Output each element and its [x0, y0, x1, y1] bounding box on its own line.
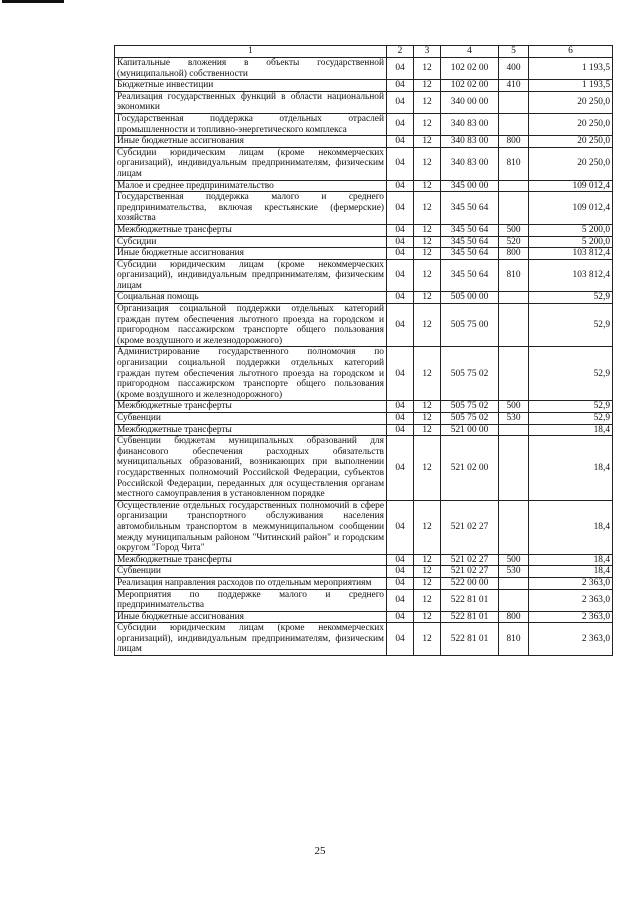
table-row [115, 413, 613, 425]
expense-type-cell [499, 304, 529, 347]
target-item-cell: 345 50 64 [441, 224, 499, 236]
column-number-header: 5 [499, 46, 529, 58]
amount-cell: 20 250,0 [529, 147, 613, 180]
expense-type-cell: 410 [499, 80, 529, 92]
table-row [115, 436, 613, 501]
table-row [115, 136, 613, 148]
item-name-cell: Субсидии юридическим лицам (кроме некоммерческих организаций), индивидуальным предпринимателям, физическим лицам [115, 259, 387, 292]
section-code-cell: 04 [387, 180, 414, 192]
table-row [115, 224, 613, 236]
subsection-code-cell: 12 [414, 259, 441, 292]
subsection-code-cell: 12 [414, 292, 441, 304]
expense-type-cell [499, 424, 529, 436]
target-item-cell: 521 02 27 [441, 566, 499, 578]
item-name-cell: Иные бюджетные ассигнования [115, 136, 387, 148]
item-name-cell: Государственная поддержка отдельных отраслей промышленности и топливно-энергетического комплекса [115, 113, 387, 135]
section-code-cell: 04 [387, 413, 414, 425]
subsection-code-cell: 12 [414, 136, 441, 148]
section-code-cell: 04 [387, 304, 414, 347]
expense-type-cell: 530 [499, 566, 529, 578]
table-row [115, 113, 613, 135]
amount-cell: 5 200,0 [529, 236, 613, 248]
subsection-code-cell: 12 [414, 192, 441, 225]
table-row [115, 589, 613, 611]
subsection-code-cell: 12 [414, 413, 441, 425]
table-row [115, 347, 613, 401]
target-item-cell: 505 75 02 [441, 347, 499, 401]
target-item-cell: 102 02 00 [441, 80, 499, 92]
expense-type-cell [499, 180, 529, 192]
section-code-cell: 04 [387, 623, 414, 656]
top-edge-mark [2, 0, 64, 3]
expense-type-cell [499, 91, 529, 113]
target-item-cell: 521 00 00 [441, 424, 499, 436]
table-row [115, 500, 613, 554]
target-item-cell: 345 00 00 [441, 180, 499, 192]
section-code-cell: 04 [387, 554, 414, 566]
expense-type-cell: 800 [499, 248, 529, 260]
item-name-cell: Капитальные вложения в объекты государственной (муниципальной) собственности [115, 58, 387, 80]
target-item-cell: 345 50 64 [441, 236, 499, 248]
section-code-cell: 04 [387, 80, 414, 92]
amount-cell: 1 193,5 [529, 58, 613, 80]
section-code-cell: 04 [387, 91, 414, 113]
section-code-cell: 04 [387, 347, 414, 401]
page-number: 25 [314, 845, 326, 857]
table-row [115, 292, 613, 304]
expense-type-cell [499, 500, 529, 554]
expense-type-cell: 520 [499, 236, 529, 248]
expense-type-cell: 500 [499, 554, 529, 566]
subsection-code-cell: 12 [414, 500, 441, 554]
table-row [115, 623, 613, 656]
section-code-cell: 04 [387, 136, 414, 148]
table-row [115, 304, 613, 347]
target-item-cell: 521 02 00 [441, 436, 499, 501]
section-code-cell: 04 [387, 58, 414, 80]
expense-type-cell: 810 [499, 147, 529, 180]
table-row [115, 147, 613, 180]
section-code-cell: 04 [387, 113, 414, 135]
table-row [115, 554, 613, 566]
section-code-cell: 04 [387, 566, 414, 578]
target-item-cell: 505 00 00 [441, 292, 499, 304]
table-header-row [115, 46, 613, 58]
subsection-code-cell: 12 [414, 436, 441, 501]
column-number-header: 1 [115, 46, 387, 58]
section-code-cell: 04 [387, 424, 414, 436]
section-code-cell: 04 [387, 292, 414, 304]
item-name-cell: Осуществление отдельных государственных полномочий в сфере организации транспортного обслуживания населения автомобильным транспортом в межмуниципальном сообщении между муниципальным районом "Читинский район" и городским округом "Город Чита" [115, 500, 387, 554]
expense-type-cell: 810 [499, 259, 529, 292]
target-item-cell: 522 00 00 [441, 577, 499, 589]
column-number-header: 6 [529, 46, 613, 58]
expense-type-cell: 800 [499, 136, 529, 148]
amount-cell: 20 250,0 [529, 136, 613, 148]
target-item-cell: 340 83 00 [441, 147, 499, 180]
section-code-cell: 04 [387, 401, 414, 413]
subsection-code-cell: 12 [414, 424, 441, 436]
subsection-code-cell: 12 [414, 401, 441, 413]
subsection-code-cell: 12 [414, 304, 441, 347]
column-number-header: 2 [387, 46, 414, 58]
expense-type-cell [499, 192, 529, 225]
amount-cell: 52,9 [529, 413, 613, 425]
table-row [115, 611, 613, 623]
item-name-cell: Межбюджетные трансферты [115, 401, 387, 413]
subsection-code-cell: 12 [414, 347, 441, 401]
target-item-cell: 522 81 01 [441, 623, 499, 656]
target-item-cell: 522 81 01 [441, 611, 499, 623]
item-name-cell: Администрирование государственного полномочия по организации социальной поддержки отдельных категорий граждан путем обеспечения льготного проезда на городском и пригородном пассажирском транспорте общего пользования (кроме воздушного и железнодорожного) [115, 347, 387, 401]
amount-cell: 2 363,0 [529, 623, 613, 656]
amount-cell: 5 200,0 [529, 224, 613, 236]
amount-cell: 52,9 [529, 292, 613, 304]
section-code-cell: 04 [387, 224, 414, 236]
amount-cell: 20 250,0 [529, 113, 613, 135]
table-row [115, 80, 613, 92]
section-code-cell: 04 [387, 500, 414, 554]
table-row [115, 566, 613, 578]
target-item-cell: 345 50 64 [441, 192, 499, 225]
item-name-cell: Государственная поддержка малого и среднего предпринимательства, включая крестьянские (фермерские) хозяйства [115, 192, 387, 225]
target-item-cell: 521 02 27 [441, 554, 499, 566]
amount-cell: 18,4 [529, 566, 613, 578]
subsection-code-cell: 12 [414, 113, 441, 135]
column-number-header: 4 [441, 46, 499, 58]
item-name-cell: Иные бюджетные ассигнования [115, 611, 387, 623]
target-item-cell: 340 00 00 [441, 91, 499, 113]
item-name-cell: Реализация направления расходов по отдельным мероприятиям [115, 577, 387, 589]
table-row [115, 91, 613, 113]
section-code-cell: 04 [387, 236, 414, 248]
budget-table [114, 45, 613, 656]
subsection-code-cell: 12 [414, 236, 441, 248]
item-name-cell: Субвенции [115, 566, 387, 578]
section-code-cell: 04 [387, 259, 414, 292]
target-item-cell: 340 83 00 [441, 113, 499, 135]
expense-type-cell [499, 589, 529, 611]
target-item-cell: 505 75 02 [441, 413, 499, 425]
item-name-cell: Субвенции бюджетам муниципальных образований для финансового обеспечения расходных обязательств муниципальных образований, возникающих при выполнении государственных полномочий Российской Федерации, субъектов Российской Федерации, переданных для осуществления органам местного самоуправления в установленном порядке [115, 436, 387, 501]
expense-type-cell: 500 [499, 401, 529, 413]
amount-cell: 1 193,5 [529, 80, 613, 92]
target-item-cell: 505 75 02 [441, 401, 499, 413]
item-name-cell: Реализация государственных функций в области национальной экономики [115, 91, 387, 113]
expense-type-cell: 500 [499, 224, 529, 236]
amount-cell: 52,9 [529, 347, 613, 401]
budget-table-body [115, 46, 613, 656]
amount-cell: 20 250,0 [529, 91, 613, 113]
expense-type-cell: 810 [499, 623, 529, 656]
subsection-code-cell: 12 [414, 577, 441, 589]
item-name-cell: Субсидии юридическим лицам (кроме некоммерческих организаций), индивидуальным предпринимателям, физическим лицам [115, 623, 387, 656]
item-name-cell: Социальная помощь [115, 292, 387, 304]
expense-type-cell [499, 577, 529, 589]
table-row [115, 192, 613, 225]
target-item-cell: 521 02 27 [441, 500, 499, 554]
amount-cell: 2 363,0 [529, 577, 613, 589]
section-code-cell: 04 [387, 248, 414, 260]
section-code-cell: 04 [387, 589, 414, 611]
table-row [115, 401, 613, 413]
expense-type-cell [499, 436, 529, 501]
amount-cell: 2 363,0 [529, 589, 613, 611]
subsection-code-cell: 12 [414, 147, 441, 180]
subsection-code-cell: 12 [414, 589, 441, 611]
amount-cell: 18,4 [529, 424, 613, 436]
subsection-code-cell: 12 [414, 611, 441, 623]
target-item-cell: 522 81 01 [441, 589, 499, 611]
target-item-cell: 340 83 00 [441, 136, 499, 148]
amount-cell: 103 812,4 [529, 259, 613, 292]
subsection-code-cell: 12 [414, 91, 441, 113]
item-name-cell: Межбюджетные трансферты [115, 554, 387, 566]
table-row [115, 259, 613, 292]
item-name-cell: Субсидии юридическим лицам (кроме некоммерческих организаций), индивидуальным предпринимателям, физическим лицам [115, 147, 387, 180]
expense-type-cell [499, 113, 529, 135]
subsection-code-cell: 12 [414, 623, 441, 656]
column-number-header: 3 [414, 46, 441, 58]
target-item-cell: 102 02 00 [441, 58, 499, 80]
amount-cell: 52,9 [529, 304, 613, 347]
item-name-cell: Межбюджетные трансферты [115, 224, 387, 236]
table-row [115, 236, 613, 248]
amount-cell: 18,4 [529, 554, 613, 566]
item-name-cell: Организация социальной поддержки отдельных категорий граждан путем обеспечения льготного проезда на городском и пригородном пассажирском транспорте общего пользования (кроме воздушного и железнодорожного) [115, 304, 387, 347]
table-row [115, 248, 613, 260]
section-code-cell: 04 [387, 611, 414, 623]
item-name-cell: Малое и среднее предпринимательство [115, 180, 387, 192]
item-name-cell: Иные бюджетные ассигнования [115, 248, 387, 260]
table-row [115, 577, 613, 589]
expense-type-cell: 800 [499, 611, 529, 623]
target-item-cell: 345 50 64 [441, 259, 499, 292]
subsection-code-cell: 12 [414, 180, 441, 192]
expense-type-cell: 400 [499, 58, 529, 80]
section-code-cell: 04 [387, 192, 414, 225]
subsection-code-cell: 12 [414, 248, 441, 260]
table-row [115, 58, 613, 80]
target-item-cell: 345 50 64 [441, 248, 499, 260]
item-name-cell: Мероприятия по поддержке малого и среднего предпринимательства [115, 589, 387, 611]
section-code-cell: 04 [387, 436, 414, 501]
amount-cell: 18,4 [529, 436, 613, 501]
subsection-code-cell: 12 [414, 224, 441, 236]
item-name-cell: Межбюджетные трансферты [115, 424, 387, 436]
subsection-code-cell: 12 [414, 554, 441, 566]
amount-cell: 52,9 [529, 401, 613, 413]
amount-cell: 109 012,4 [529, 180, 613, 192]
expense-type-cell [499, 347, 529, 401]
expense-type-cell [499, 292, 529, 304]
expense-type-cell: 530 [499, 413, 529, 425]
amount-cell: 18,4 [529, 500, 613, 554]
item-name-cell: Субвенции [115, 413, 387, 425]
amount-cell: 103 812,4 [529, 248, 613, 260]
amount-cell: 109 012,4 [529, 192, 613, 225]
subsection-code-cell: 12 [414, 566, 441, 578]
item-name-cell: Бюджетные инвестиции [115, 80, 387, 92]
target-item-cell: 505 75 00 [441, 304, 499, 347]
item-name-cell: Субсидии [115, 236, 387, 248]
table-row [115, 180, 613, 192]
amount-cell: 2 363,0 [529, 611, 613, 623]
table-row [115, 424, 613, 436]
subsection-code-cell: 12 [414, 80, 441, 92]
section-code-cell: 04 [387, 147, 414, 180]
section-code-cell: 04 [387, 577, 414, 589]
subsection-code-cell: 12 [414, 58, 441, 80]
